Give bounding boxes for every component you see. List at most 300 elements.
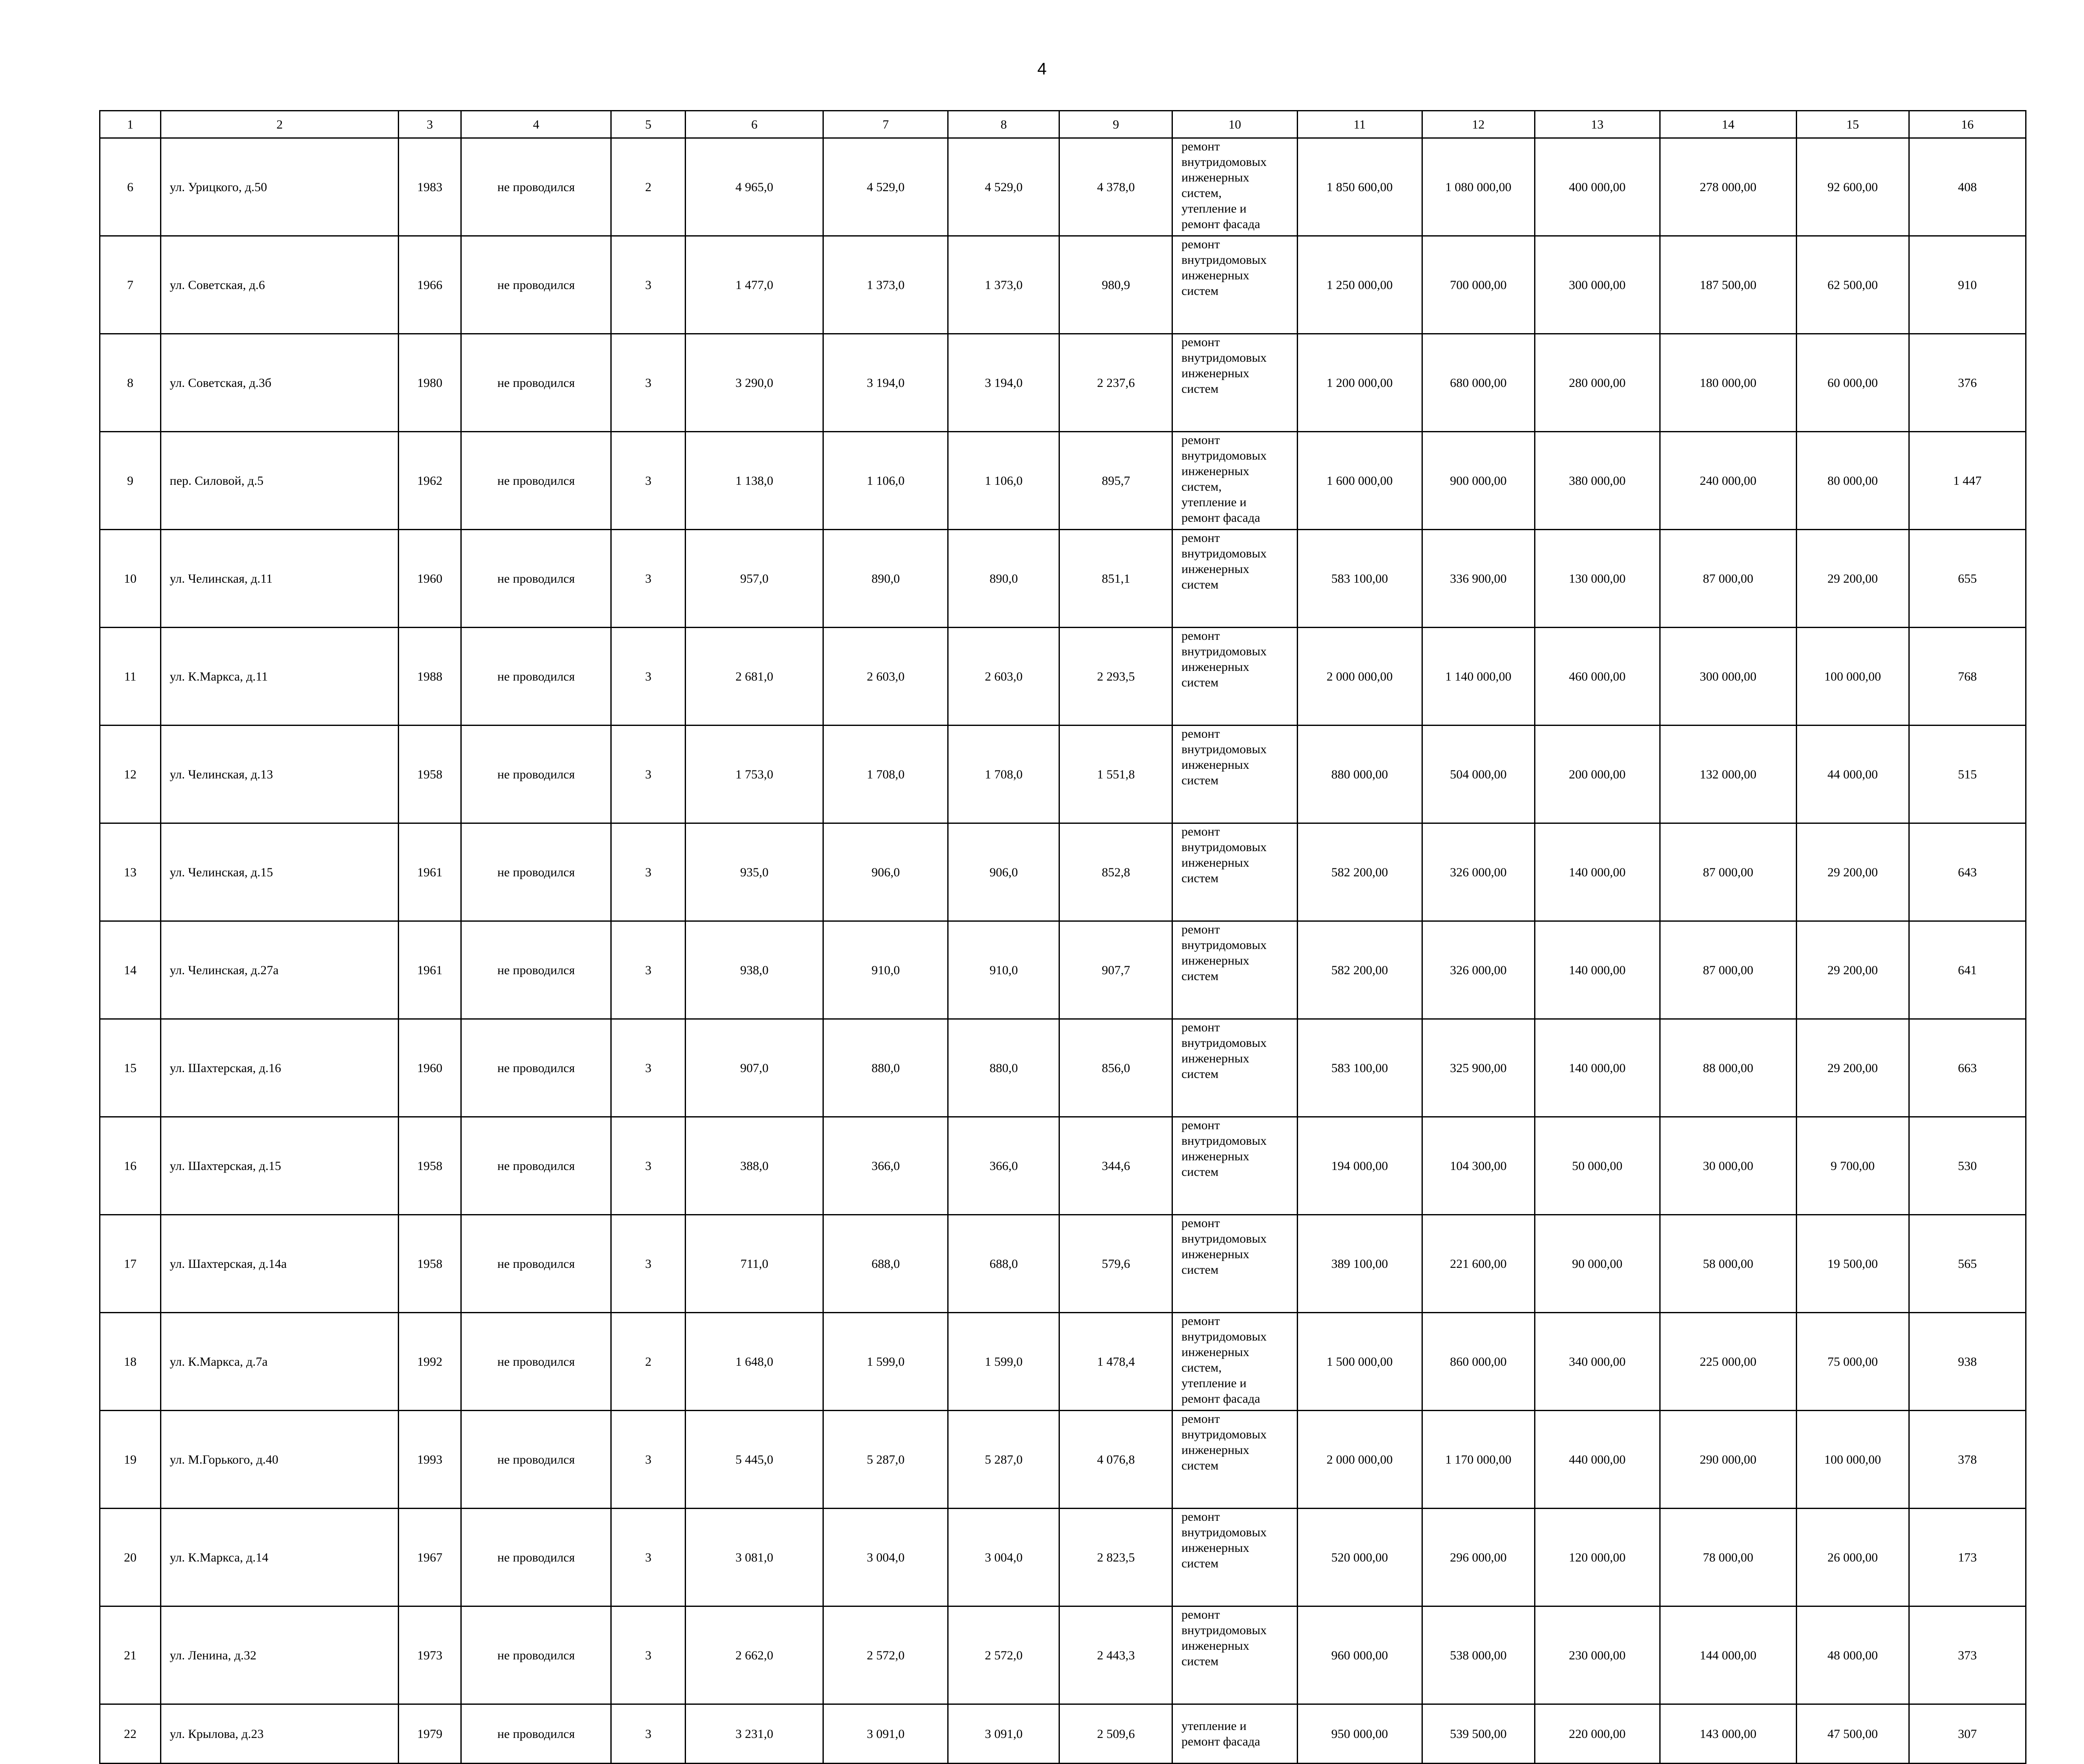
column-number-header: 1	[100, 111, 161, 138]
column-number-header: 14	[1660, 111, 1796, 138]
living-area-cell: 4 076,8	[1059, 1411, 1172, 1509]
cost-cell: 326 000,00	[1422, 823, 1535, 921]
area-cell: 5 287,0	[823, 1411, 948, 1509]
column-number-header: 15	[1796, 111, 1909, 138]
floors-cell: 3	[611, 1117, 686, 1215]
cost-cell: 187 500,00	[1660, 236, 1796, 334]
cost-cell: 230 000,00	[1535, 1606, 1660, 1704]
work-type-line: ремонт	[1181, 1608, 1220, 1622]
column-number-header: 9	[1059, 111, 1172, 138]
residents-cell: 173	[1909, 1509, 2026, 1606]
row-number-cell: 20	[100, 1509, 161, 1606]
cost-cell: 1 080 000,00	[1422, 138, 1535, 236]
column-number-header: 2	[161, 111, 399, 138]
living-area-cell: 907,7	[1059, 921, 1172, 1019]
cost-cell: 120 000,00	[1535, 1509, 1660, 1606]
work-type-line: систем	[1181, 578, 1219, 592]
work-type-line: утепление и	[1181, 1719, 1247, 1733]
total-area-cell: 935,0	[686, 823, 823, 921]
cost-cell: 26 000,00	[1796, 1509, 1909, 1606]
row-number-cell: 22	[100, 1704, 161, 1764]
work-type-line: ремонт	[1181, 433, 1220, 447]
cost-cell: 440 000,00	[1535, 1411, 1660, 1509]
floors-cell: 3	[611, 236, 686, 334]
residents-cell: 565	[1909, 1215, 2026, 1313]
living-area-cell: 980,9	[1059, 236, 1172, 334]
floors-cell: 2	[611, 1313, 686, 1411]
work-type-line: ремонт	[1181, 531, 1220, 545]
work-type-cell	[1172, 628, 1297, 726]
work-type-cell	[1172, 726, 1297, 823]
table-row	[100, 432, 2026, 530]
total-cost-cell: 960 000,00	[1297, 1606, 1422, 1704]
work-type-line: инженерных	[1181, 856, 1249, 870]
living-area-cell: 1 478,4	[1059, 1313, 1172, 1411]
area-cell: 5 287,0	[948, 1411, 1059, 1509]
work-type-cell	[1172, 432, 1297, 530]
cost-cell: 50 000,00	[1535, 1117, 1660, 1215]
cost-cell: 19 500,00	[1796, 1215, 1909, 1313]
cost-cell: 87 000,00	[1660, 823, 1796, 921]
total-cost-cell: 520 000,00	[1297, 1509, 1422, 1606]
column-number-header: 7	[823, 111, 948, 138]
year-built-cell: 1962	[399, 432, 461, 530]
residents-cell: 530	[1909, 1117, 2026, 1215]
cost-cell: 221 600,00	[1422, 1215, 1535, 1313]
residents-cell: 910	[1909, 236, 2026, 334]
cost-cell: 140 000,00	[1535, 1019, 1660, 1117]
living-area-cell: 851,1	[1059, 530, 1172, 628]
work-type-line: систем	[1181, 1067, 1219, 1081]
year-built-cell: 1961	[399, 823, 461, 921]
work-type-line: систем	[1181, 284, 1219, 298]
cost-cell: 400 000,00	[1535, 138, 1660, 236]
table-row	[100, 1606, 2026, 1704]
year-built-cell: 1958	[399, 1117, 461, 1215]
cost-cell: 326 000,00	[1422, 921, 1535, 1019]
cost-cell: 538 000,00	[1422, 1606, 1535, 1704]
year-built-cell: 1961	[399, 921, 461, 1019]
living-area-cell: 2 237,6	[1059, 334, 1172, 432]
work-type-line: ремонт	[1181, 139, 1220, 153]
last-repair-cell: не проводился	[461, 1117, 611, 1215]
total-area-cell: 1 477,0	[686, 236, 823, 334]
cost-cell: 90 000,00	[1535, 1215, 1660, 1313]
work-type-line: ремонт	[1181, 1020, 1220, 1034]
cost-cell: 130 000,00	[1535, 530, 1660, 628]
work-type-cell	[1172, 1313, 1297, 1411]
work-type-line: внутридомовых	[1181, 742, 1267, 756]
year-built-cell: 1960	[399, 530, 461, 628]
last-repair-cell: не проводился	[461, 726, 611, 823]
last-repair-cell: не проводился	[461, 432, 611, 530]
cost-cell: 9 700,00	[1796, 1117, 1909, 1215]
cost-cell: 296 000,00	[1422, 1509, 1535, 1606]
total-cost-cell: 582 200,00	[1297, 921, 1422, 1019]
address-cell: ул. Советская, д.6	[161, 236, 399, 334]
work-type-line: инженерных	[1181, 1345, 1249, 1359]
row-number-cell: 13	[100, 823, 161, 921]
total-cost-cell: 1 250 000,00	[1297, 236, 1422, 334]
floors-cell: 3	[611, 726, 686, 823]
cost-cell: 58 000,00	[1660, 1215, 1796, 1313]
floors-cell: 3	[611, 1019, 686, 1117]
cost-cell: 290 000,00	[1660, 1411, 1796, 1509]
last-repair-cell: не проводился	[461, 334, 611, 432]
table-row	[100, 1019, 2026, 1117]
cost-cell: 87 000,00	[1660, 921, 1796, 1019]
table-row	[100, 726, 2026, 823]
work-type-cell	[1172, 530, 1297, 628]
area-cell: 910,0	[948, 921, 1059, 1019]
area-cell: 2 603,0	[948, 628, 1059, 726]
work-type-line: внутридомовых	[1181, 253, 1267, 267]
area-cell: 880,0	[823, 1019, 948, 1117]
work-type-line: систем	[1181, 871, 1219, 885]
table-row	[100, 823, 2026, 921]
work-type-line: ремонт фасада	[1181, 1735, 1260, 1748]
living-area-cell: 895,7	[1059, 432, 1172, 530]
row-number-cell: 10	[100, 530, 161, 628]
cost-cell: 132 000,00	[1660, 726, 1796, 823]
work-type-line: внутридомовых	[1181, 938, 1267, 952]
address-cell: пер. Силовой, д.5	[161, 432, 399, 530]
residents-cell: 938	[1909, 1313, 2026, 1411]
work-type-line: внутридомовых	[1181, 155, 1267, 169]
total-cost-cell: 1 850 600,00	[1297, 138, 1422, 236]
work-type-line: систем,	[1181, 480, 1222, 494]
area-cell: 1 708,0	[948, 726, 1059, 823]
last-repair-cell: не проводился	[461, 1411, 611, 1509]
cost-cell: 29 200,00	[1796, 921, 1909, 1019]
table-row	[100, 138, 2026, 236]
last-repair-cell: не проводился	[461, 921, 611, 1019]
cost-cell: 900 000,00	[1422, 432, 1535, 530]
work-type-line: инженерных	[1181, 464, 1249, 478]
residents-cell: 373	[1909, 1606, 2026, 1704]
total-cost-cell: 950 000,00	[1297, 1704, 1422, 1764]
address-cell: ул. Шахтерская, д.16	[161, 1019, 399, 1117]
year-built-cell: 1992	[399, 1313, 461, 1411]
floors-cell: 3	[611, 432, 686, 530]
total-cost-cell: 582 200,00	[1297, 823, 1422, 921]
year-built-cell: 1967	[399, 1509, 461, 1606]
cost-cell: 504 000,00	[1422, 726, 1535, 823]
area-cell: 3 194,0	[948, 334, 1059, 432]
row-number-cell: 8	[100, 334, 161, 432]
row-number-cell: 17	[100, 1215, 161, 1313]
total-cost-cell: 1 200 000,00	[1297, 334, 1422, 432]
work-type-line: внутридомовых	[1181, 840, 1267, 854]
work-type-line: ремонт фасада	[1181, 217, 1260, 231]
work-type-line: систем	[1181, 1654, 1219, 1668]
total-area-cell: 907,0	[686, 1019, 823, 1117]
year-built-cell: 1966	[399, 236, 461, 334]
cost-cell: 29 200,00	[1796, 1019, 1909, 1117]
year-built-cell: 1993	[399, 1411, 461, 1509]
area-cell: 1 708,0	[823, 726, 948, 823]
address-cell: ул. Челинская, д.27а	[161, 921, 399, 1019]
work-type-line: внутридомовых	[1181, 1134, 1267, 1148]
cost-cell: 87 000,00	[1660, 530, 1796, 628]
work-type-line: внутридомовых	[1181, 1036, 1267, 1050]
last-repair-cell: не проводился	[461, 1019, 611, 1117]
total-area-cell: 3 081,0	[686, 1509, 823, 1606]
cost-cell: 92 600,00	[1796, 138, 1909, 236]
work-type-line: внутридомовых	[1181, 1427, 1267, 1441]
address-cell: ул. М.Горького, д.40	[161, 1411, 399, 1509]
area-cell: 910,0	[823, 921, 948, 1019]
area-cell: 906,0	[823, 823, 948, 921]
table-row	[100, 1509, 2026, 1606]
cost-cell: 1 170 000,00	[1422, 1411, 1535, 1509]
area-cell: 366,0	[948, 1117, 1059, 1215]
work-type-line: утепление и	[1181, 495, 1247, 509]
cost-cell: 280 000,00	[1535, 334, 1660, 432]
cost-cell: 325 900,00	[1422, 1019, 1535, 1117]
column-number-header: 12	[1422, 111, 1535, 138]
living-area-cell: 344,6	[1059, 1117, 1172, 1215]
work-type-line: инженерных	[1181, 1052, 1249, 1065]
living-area-cell: 2 293,5	[1059, 628, 1172, 726]
cost-cell: 78 000,00	[1660, 1509, 1796, 1606]
residents-cell: 378	[1909, 1411, 2026, 1509]
cost-cell: 80 000,00	[1796, 432, 1909, 530]
cost-cell: 300 000,00	[1660, 628, 1796, 726]
work-type-line: систем,	[1181, 186, 1222, 200]
work-type-line: внутридомовых	[1181, 351, 1267, 365]
work-type-line: систем	[1181, 969, 1219, 983]
work-type-line: внутридомовых	[1181, 547, 1267, 560]
work-type-line: систем,	[1181, 1361, 1222, 1375]
residents-cell: 641	[1909, 921, 2026, 1019]
cost-cell: 62 500,00	[1796, 236, 1909, 334]
work-type-line: систем	[1181, 1459, 1219, 1472]
work-type-line: систем	[1181, 773, 1219, 787]
year-built-cell: 1958	[399, 1215, 461, 1313]
column-number-header: 11	[1297, 111, 1422, 138]
total-area-cell: 711,0	[686, 1215, 823, 1313]
work-type-line: ремонт	[1181, 1118, 1220, 1132]
work-type-line: инженерных	[1181, 268, 1249, 282]
column-number-row	[100, 111, 2026, 138]
row-number-cell: 18	[100, 1313, 161, 1411]
work-type-line: систем	[1181, 382, 1219, 396]
work-type-line: инженерных	[1181, 954, 1249, 967]
cost-cell: 300 000,00	[1535, 236, 1660, 334]
row-number-cell: 9	[100, 432, 161, 530]
area-cell: 890,0	[948, 530, 1059, 628]
work-type-line: систем	[1181, 1263, 1219, 1277]
area-cell: 3 194,0	[823, 334, 948, 432]
row-number-cell: 21	[100, 1606, 161, 1704]
row-number-cell: 7	[100, 236, 161, 334]
total-cost-cell: 2 000 000,00	[1297, 1411, 1422, 1509]
cost-cell: 143 000,00	[1660, 1704, 1796, 1764]
column-number-header: 8	[948, 111, 1059, 138]
area-cell: 688,0	[948, 1215, 1059, 1313]
total-area-cell: 1 138,0	[686, 432, 823, 530]
column-number-header: 10	[1172, 111, 1297, 138]
living-area-cell: 579,6	[1059, 1215, 1172, 1313]
total-area-cell: 5 445,0	[686, 1411, 823, 1509]
last-repair-cell: не проводился	[461, 1215, 611, 1313]
cost-cell: 700 000,00	[1422, 236, 1535, 334]
area-cell: 2 572,0	[823, 1606, 948, 1704]
table-row	[100, 530, 2026, 628]
residents-cell: 1 447	[1909, 432, 2026, 530]
area-cell: 3 091,0	[948, 1704, 1059, 1764]
work-type-line: систем	[1181, 1165, 1219, 1179]
cost-cell: 75 000,00	[1796, 1313, 1909, 1411]
work-type-line: инженерных	[1181, 171, 1249, 184]
address-cell: ул. Челинская, д.13	[161, 726, 399, 823]
total-cost-cell: 880 000,00	[1297, 726, 1422, 823]
work-type-line: инженерных	[1181, 1443, 1249, 1457]
area-cell: 2 572,0	[948, 1606, 1059, 1704]
work-type-cell	[1172, 1606, 1297, 1704]
work-type-cell	[1172, 1215, 1297, 1313]
total-area-cell: 2 681,0	[686, 628, 823, 726]
cost-cell: 29 200,00	[1796, 823, 1909, 921]
residents-cell: 408	[1909, 138, 2026, 236]
cost-cell: 225 000,00	[1660, 1313, 1796, 1411]
cost-cell: 88 000,00	[1660, 1019, 1796, 1117]
floors-cell: 3	[611, 1411, 686, 1509]
floors-cell: 2	[611, 138, 686, 236]
work-type-line: утепление и	[1181, 1376, 1247, 1390]
area-cell: 1 106,0	[948, 432, 1059, 530]
address-cell: ул. Крылова, д.23	[161, 1704, 399, 1764]
total-area-cell: 957,0	[686, 530, 823, 628]
work-type-line: ремонт	[1181, 1510, 1220, 1524]
area-cell: 366,0	[823, 1117, 948, 1215]
cost-cell: 460 000,00	[1535, 628, 1660, 726]
work-type-line: инженерных	[1181, 1541, 1249, 1555]
work-type-line: внутридомовых	[1181, 1330, 1267, 1343]
cost-cell: 680 000,00	[1422, 334, 1535, 432]
table-row	[100, 236, 2026, 334]
last-repair-cell: не проводился	[461, 138, 611, 236]
address-cell: ул. Шахтерская, д.15	[161, 1117, 399, 1215]
work-type-line: ремонт	[1181, 923, 1220, 936]
work-type-line: внутридомовых	[1181, 1232, 1267, 1246]
residents-cell: 655	[1909, 530, 2026, 628]
cost-cell: 380 000,00	[1535, 432, 1660, 530]
column-number-header: 16	[1909, 111, 2026, 138]
cost-cell: 30 000,00	[1660, 1117, 1796, 1215]
cost-cell: 860 000,00	[1422, 1313, 1535, 1411]
living-area-cell: 2 443,3	[1059, 1606, 1172, 1704]
last-repair-cell: не проводился	[461, 823, 611, 921]
living-area-cell: 856,0	[1059, 1019, 1172, 1117]
work-type-line: утепление и	[1181, 202, 1247, 216]
living-area-cell: 4 378,0	[1059, 138, 1172, 236]
work-type-line: инженерных	[1181, 366, 1249, 380]
cost-cell: 48 000,00	[1796, 1606, 1909, 1704]
cost-cell: 336 900,00	[1422, 530, 1535, 628]
work-type-line: ремонт	[1181, 727, 1220, 741]
living-area-cell: 1 551,8	[1059, 726, 1172, 823]
row-number-cell: 12	[100, 726, 161, 823]
year-built-cell: 1983	[399, 138, 461, 236]
column-number-header: 5	[611, 111, 686, 138]
residents-cell: 768	[1909, 628, 2026, 726]
work-type-line: инженерных	[1181, 660, 1249, 674]
residents-cell: 376	[1909, 334, 2026, 432]
year-built-cell: 1973	[399, 1606, 461, 1704]
work-type-line: ремонт	[1181, 825, 1220, 839]
address-cell: ул. Урицкого, д.50	[161, 138, 399, 236]
page-number: 4	[1037, 60, 1047, 78]
last-repair-cell: не проводился	[461, 1704, 611, 1764]
cost-cell: 539 500,00	[1422, 1704, 1535, 1764]
work-type-line: ремонт	[1181, 1216, 1220, 1230]
work-type-line: систем	[1181, 1556, 1219, 1570]
work-type-line: ремонт фасада	[1181, 511, 1260, 525]
cost-cell: 100 000,00	[1796, 628, 1909, 726]
address-cell: ул. Шахтерская, д.14а	[161, 1215, 399, 1313]
area-cell: 890,0	[823, 530, 948, 628]
cost-cell: 47 500,00	[1796, 1704, 1909, 1764]
area-cell: 3 004,0	[823, 1509, 948, 1606]
last-repair-cell: не проводился	[461, 530, 611, 628]
table-row	[100, 1313, 2026, 1411]
column-number-header: 4	[461, 111, 611, 138]
row-number-cell: 11	[100, 628, 161, 726]
work-type-line: инженерных	[1181, 758, 1249, 772]
work-type-cell	[1172, 1117, 1297, 1215]
last-repair-cell: не проводился	[461, 1509, 611, 1606]
last-repair-cell: не проводился	[461, 236, 611, 334]
area-cell: 1 106,0	[823, 432, 948, 530]
area-cell: 2 603,0	[823, 628, 948, 726]
work-type-line: инженерных	[1181, 1149, 1249, 1163]
year-built-cell: 1979	[399, 1704, 461, 1764]
year-built-cell: 1980	[399, 334, 461, 432]
area-cell: 1 373,0	[823, 236, 948, 334]
floors-cell: 3	[611, 1704, 686, 1764]
work-type-line: ремонт фасада	[1181, 1392, 1260, 1406]
total-area-cell: 938,0	[686, 921, 823, 1019]
work-type-line: инженерных	[1181, 562, 1249, 576]
residents-cell: 307	[1909, 1704, 2026, 1764]
work-type-cell	[1172, 823, 1297, 921]
row-number-cell: 19	[100, 1411, 161, 1509]
total-area-cell: 4 965,0	[686, 138, 823, 236]
cost-cell: 140 000,00	[1535, 921, 1660, 1019]
work-type-line: ремонт	[1181, 237, 1220, 251]
floors-cell: 3	[611, 334, 686, 432]
table-row	[100, 628, 2026, 726]
work-type-line: ремонт	[1181, 629, 1220, 643]
cost-cell: 144 000,00	[1660, 1606, 1796, 1704]
last-repair-cell: не проводился	[461, 1606, 611, 1704]
total-cost-cell: 1 600 000,00	[1297, 432, 1422, 530]
cost-cell: 29 200,00	[1796, 530, 1909, 628]
total-cost-cell: 2 000 000,00	[1297, 628, 1422, 726]
total-cost-cell: 389 100,00	[1297, 1215, 1422, 1313]
work-type-line: инженерных	[1181, 1247, 1249, 1261]
table-row	[100, 334, 2026, 432]
floors-cell: 3	[611, 1606, 686, 1704]
table-row	[100, 1117, 2026, 1215]
address-cell: ул. К.Маркса, д.11	[161, 628, 399, 726]
year-built-cell: 1958	[399, 726, 461, 823]
work-type-line: систем	[1181, 676, 1219, 689]
work-type-line: внутридомовых	[1181, 1525, 1267, 1539]
cost-cell: 220 000,00	[1535, 1704, 1660, 1764]
